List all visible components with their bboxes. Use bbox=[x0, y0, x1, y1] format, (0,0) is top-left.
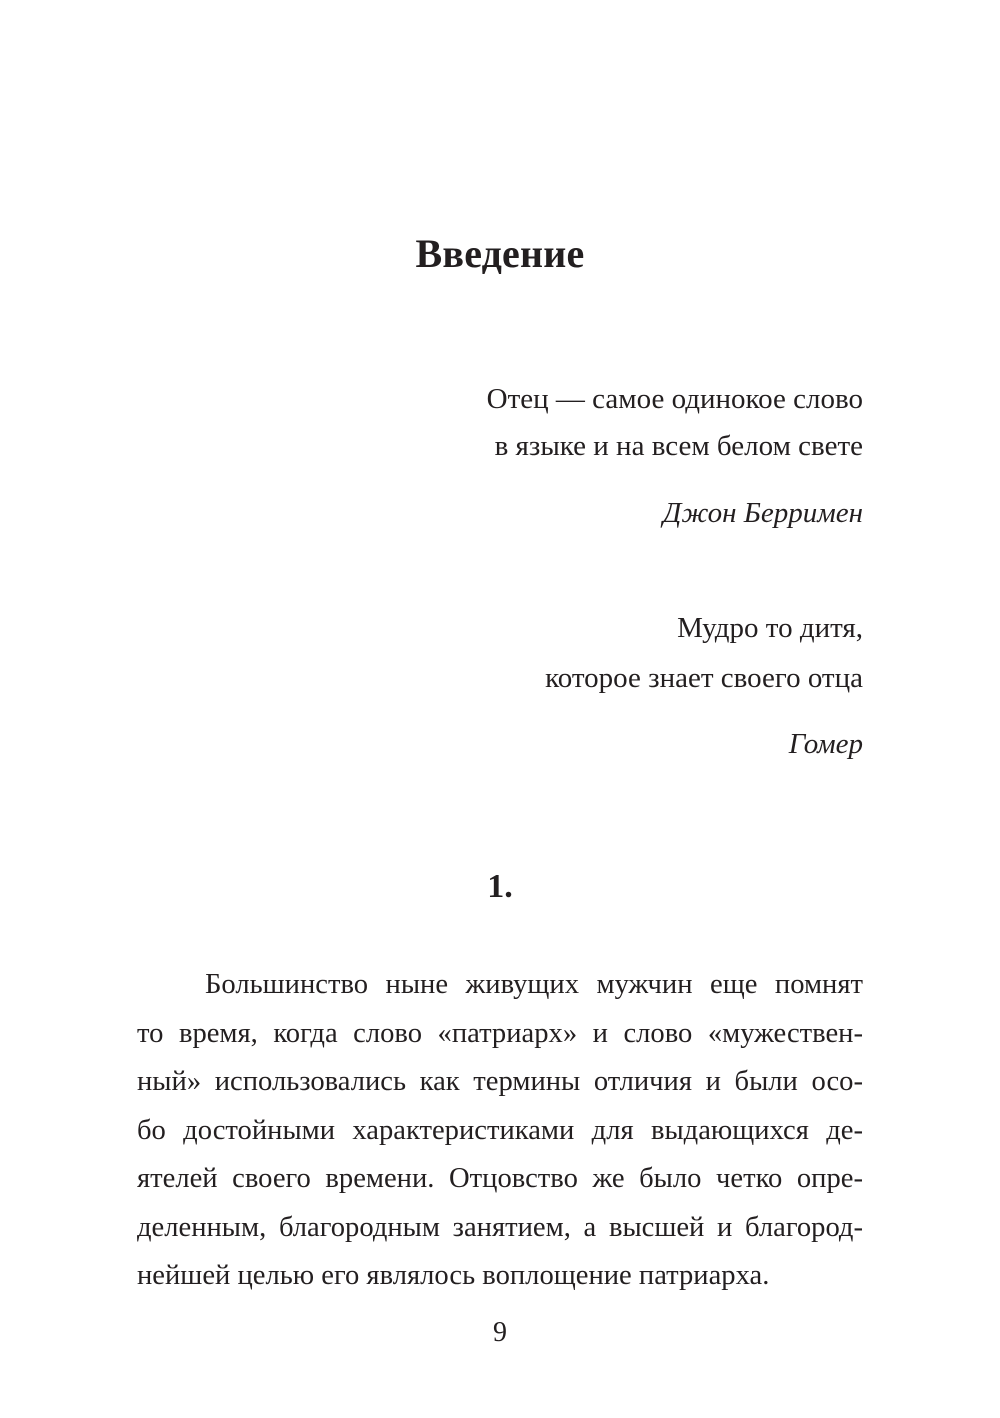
paragraph-line: ный» использовались как термины отличия и были осо- bbox=[137, 1066, 863, 1097]
paragraph-line: Большинство ныне живущих мужчин еще помнят bbox=[205, 969, 863, 1000]
page-number: 9 bbox=[493, 1317, 507, 1348]
epigraph-author: Джон Берримен bbox=[662, 497, 863, 529]
epigraph-line: Отец — самое одинокое слово bbox=[486, 383, 863, 415]
paragraph-line: бо достойными характеристиками для выдающихся де- bbox=[137, 1114, 863, 1146]
epigraph-line: которое знает своего отца bbox=[545, 662, 863, 694]
paragraph-line: ятелей своего времени. Отцовство же было четко опре- bbox=[137, 1163, 863, 1194]
epigraph-author: Гомер bbox=[788, 728, 863, 760]
paragraph-line: то время, когда слово «патриарх» и слово «мужествен- bbox=[137, 1017, 863, 1049]
epigraph-line: Мудро то дитя, bbox=[677, 612, 863, 644]
body-paragraph bbox=[137, 961, 863, 1301]
epigraph-line: в языке и на всем белом свете bbox=[494, 430, 863, 462]
paragraph-line: нейшей целью его являлось воплощение патриарха. bbox=[137, 1260, 770, 1291]
chapter-title: Введение bbox=[415, 231, 585, 276]
section-number: 1. bbox=[487, 868, 513, 905]
paragraph-line: деленным, благородным занятием, а высшей и благород- bbox=[137, 1211, 863, 1243]
